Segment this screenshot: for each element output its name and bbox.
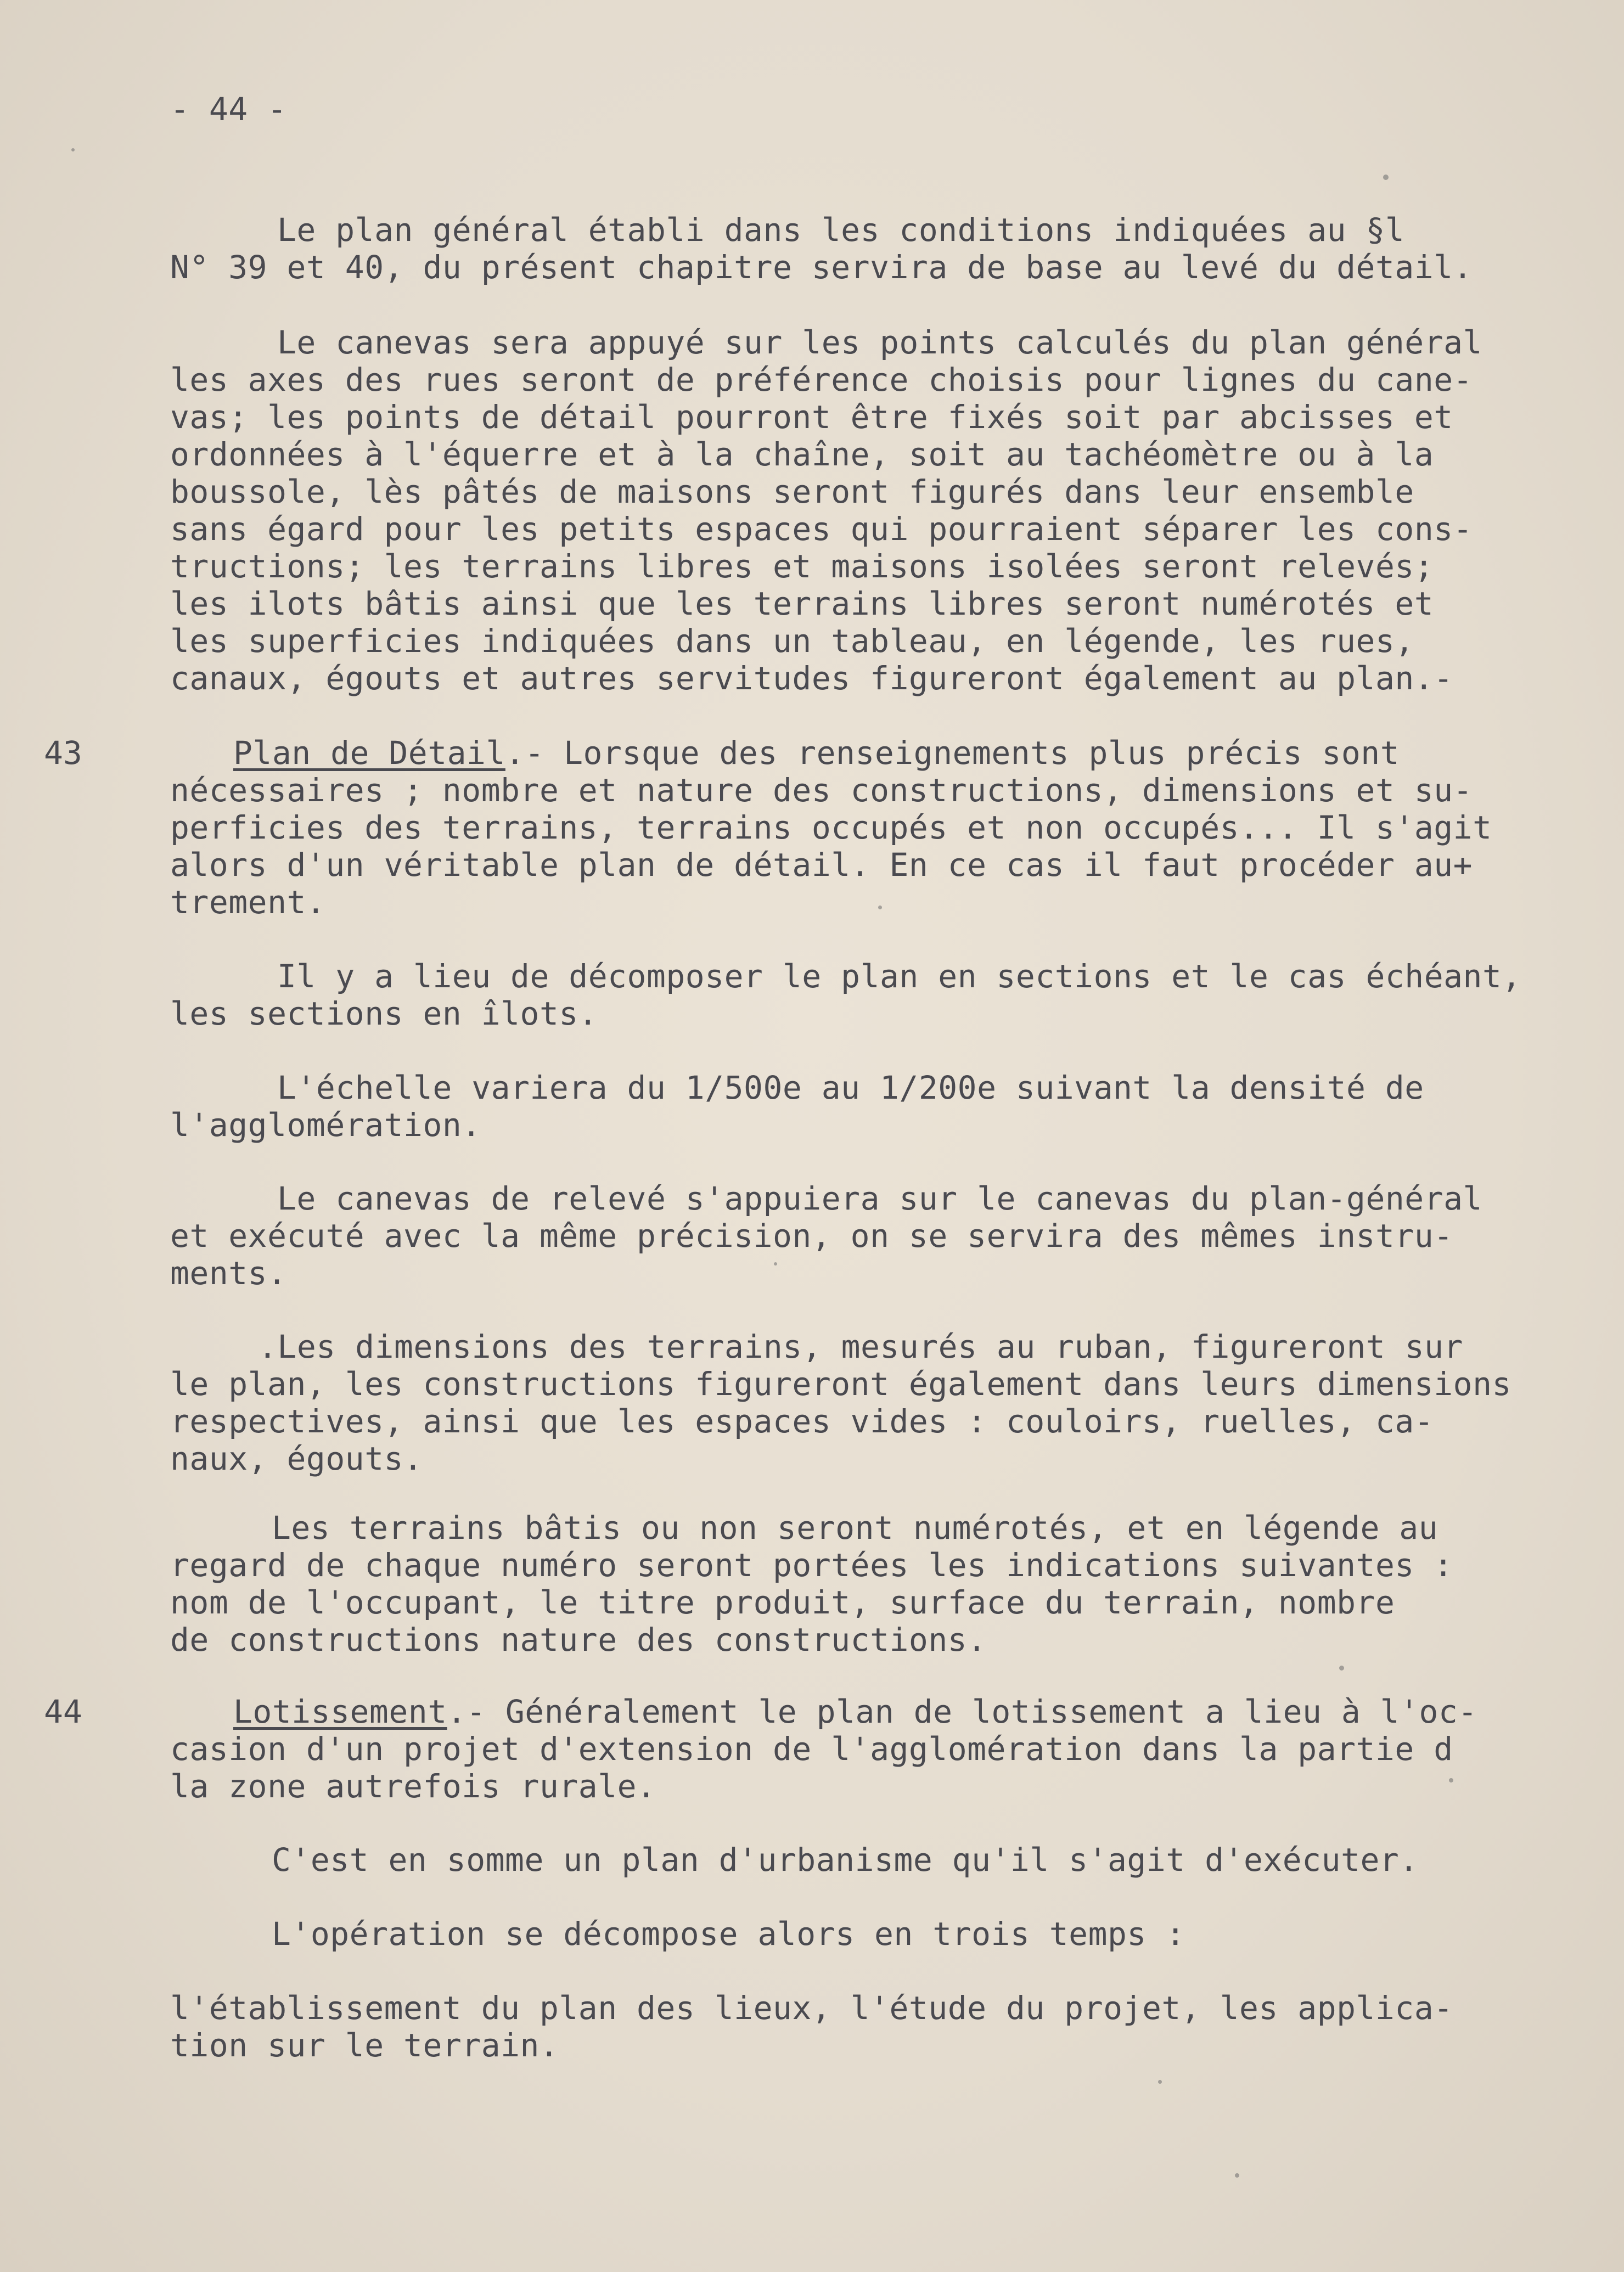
paragraph-7-line-2: le plan, les constructions figureront également dans leurs dimensions [170,1365,1511,1403]
paragraph-9-line-1-rest: .- Généralement le plan de lotissement a lieu à l'oc- [447,1693,1477,1730]
paper-speck [1339,1666,1344,1671]
paragraph-9-line-2: casion d'un projet d'extension de l'agglomération dans la partie d [170,1730,1453,1768]
paragraph-3-line-3: perficies des terrains, terrains occupés et non occupés... Il s'agit [170,809,1492,846]
paragraph-2-line-9: les superficies indiquées dans un tableau, en légende, les rues, [170,622,1414,660]
paragraph-2-line-3: vas; les points de détail pourront être fixés soit par abcisses et [170,398,1453,436]
paragraph-2-line-5: boussole, lès pâtés de maisons seront figurés dans leur ensemble [170,473,1414,510]
paragraph-12-line-2: tion sur le terrain. [170,2027,559,2064]
paper-speck [71,148,75,151]
paragraph-2-line-2: les axes des rues seront de préférence choisis pour lignes du cane- [170,361,1473,398]
paragraph-3-line-5: trement. [170,884,326,921]
margin-number-44: 44 [44,1693,82,1730]
section-heading-plan-de-detail: Plan de Détail [233,734,505,772]
paragraph-7-line-1: .Les dimensions des terrains, mesurés au ruban, figureront sur [258,1328,1463,1365]
paper-speck [878,906,882,909]
paragraph-5-line-2: l'agglomération. [170,1106,481,1144]
paragraph-12-line-1: l'établissement du plan des lieux, l'étude du projet, les applica- [170,1989,1453,2027]
paragraph-3-line-1-rest: .- Lorsque des renseignements plus précis sont [505,734,1400,772]
page-number: - 44 - [170,91,287,128]
paragraph-7-line-4: naux, égouts. [170,1440,423,1477]
paragraph-3-line-1 [233,734,1400,772]
paper-speck [774,1262,777,1266]
paragraph-5-line-1: L'échelle variera du 1/500e au 1/200e suivant la densité de [277,1069,1424,1106]
paragraph-3-line-4: alors d'un véritable plan de détail. En ce cas il faut procéder au+ [170,846,1473,884]
paragraph-2-line-8: les ilots bâtis ainsi que les terrains libres seront numérotés et [170,585,1434,622]
paper-speck [1383,175,1389,180]
paragraph-11-line-1: L'opération se décompose alors en trois temps : [272,1915,1185,1953]
paragraph-2-line-1: Le canevas sera appuyé sur les points calculés du plan général [277,324,1482,361]
paragraph-7-line-3: respectives, ainsi que les espaces vides : couloirs, ruelles, ca- [170,1403,1434,1440]
paragraph-9-line-3: la zone autrefois rurale. [170,1768,656,1805]
paragraph-2-line-4: ordonnées à l'équerre et à la chaîne, soit au tachéomètre ou à la [170,436,1434,473]
paragraph-6-line-3: ments. [170,1255,287,1292]
paragraph-10-line-1: C'est en somme un plan d'urbanisme qu'il s'agit d'exécuter. [272,1841,1419,1879]
paragraph-3-line-2: nécessaires ; nombre et nature des constructions, dimensions et su- [170,772,1473,809]
paragraph-2-line-7: tructions; les terrains libres et maisons isolées seront relevés; [170,548,1434,585]
paper-speck [1158,2080,1162,2084]
paragraph-6-line-2: et exécuté avec la même précision, on se servira des mêmes instru- [170,1217,1453,1255]
section-heading-lotissement: Lotissement [233,1693,447,1730]
paragraph-2-line-10: canaux, égouts et autres servitudes figureront également au plan.- [170,660,1453,697]
paragraph-1-line-1: Le plan général établi dans les conditions indiquées au §l [277,211,1405,249]
paragraph-8-line-4: de constructions nature des constructions. [170,1621,987,1658]
margin-number-43: 43 [44,734,82,772]
paragraph-9-line-1 [233,1693,1477,1730]
paragraph-8-line-2: regard de chaque numéro seront portées les indications suivantes : [170,1546,1453,1584]
paragraph-2-line-6: sans égard pour les petits espaces qui pourraient séparer les cons- [170,510,1473,548]
paragraph-8-line-1: Les terrains bâtis ou non seront numérotés, et en légende au [272,1509,1438,1546]
paper-speck [1449,1778,1453,1782]
paragraph-4-line-1: Il y a lieu de décomposer le plan en sections et le cas échéant, [277,958,1521,995]
paragraph-6-line-1: Le canevas de relevé s'appuiera sur le canevas du plan-général [277,1180,1482,1217]
paper-speck [1235,2173,1239,2178]
paragraph-4-line-2: les sections en îlots. [170,995,598,1032]
paragraph-8-line-3: nom de l'occupant, le titre produit, surface du terrain, nombre [170,1584,1395,1621]
paragraph-1-line-2: N° 39 et 40, du présent chapitre servira de base au levé du détail. [170,249,1473,286]
